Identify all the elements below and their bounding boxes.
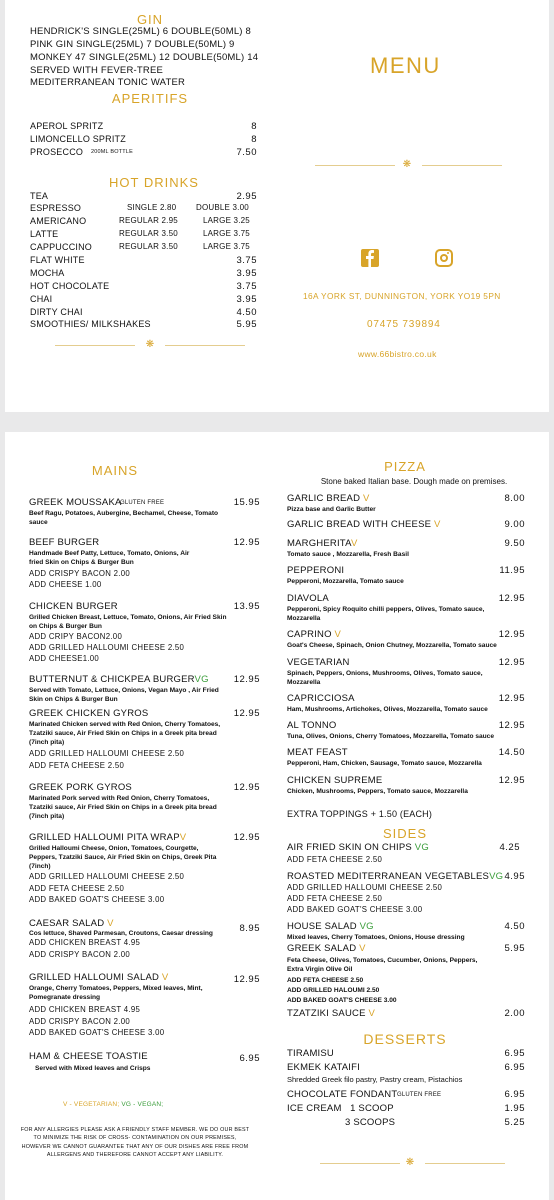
sun-ornament-icon: ❋	[402, 159, 412, 170]
main-item-name: GREEK PORK GYROS	[29, 782, 132, 793]
drink-price: 3.95	[236, 268, 257, 279]
drink-name: DIRTY CHAI	[30, 307, 83, 317]
pizza-item-price: 9.50	[504, 538, 525, 549]
footer-divider-right	[425, 1163, 505, 1164]
pizza-item-price: 11.95	[499, 565, 525, 576]
side-addon: ADD GRILLED HALOUMI 2.50	[287, 987, 380, 994]
vegetarian-tag: V	[368, 1008, 376, 1019]
drink-name: ESPRESSO	[30, 203, 82, 213]
pizza-item-name	[287, 494, 370, 504]
drink-name: CHAI	[30, 294, 53, 304]
pizza-item-price: 12.95	[498, 775, 525, 786]
pizza-item-name: AL TONNO	[287, 720, 337, 731]
main-addon: ADD FETA CHEESE 2.50	[29, 884, 125, 893]
drink-name: FLAT WHITE	[30, 255, 85, 265]
hot-drinks-heading: HOT DRINKS	[109, 175, 199, 190]
main-item-name-text: CAESAR SALAD	[29, 918, 105, 929]
extra-toppings: EXTRA TOPPINGS + 1.50 (EACH)	[287, 809, 433, 819]
vegan-tag: VG	[359, 921, 374, 932]
pizza-item-price: 14.50	[498, 747, 525, 758]
main-item-price: 12.95	[233, 782, 260, 793]
desserts-heading: DESSERTS	[363, 1031, 447, 1047]
side-addon: ADD GRILLED HALLOUMI CHEESE 2.50	[287, 883, 443, 892]
pizza-item-desc: Pepperoni, Mozzarella, Tomato sauce	[287, 578, 404, 585]
drink-regular: REGULAR 3.50	[119, 242, 178, 251]
drink-regular: REGULAR 3.50	[119, 229, 178, 238]
drink-price: 3.75	[236, 255, 257, 266]
dessert-name: ICE CREAM 1 SCOOP	[287, 1103, 394, 1114]
drink-name: SMOOTHIES/ MILKSHAKES	[30, 319, 151, 329]
main-addon: ADD BAKED GOAT'S CHEESE 3.00	[29, 895, 165, 904]
main-addon: ADD CRISPY BACON 2.00	[29, 950, 131, 959]
drink-name: HOT CHOCOLATE	[30, 281, 110, 291]
pizza-item-name	[287, 630, 341, 640]
dessert-name: TIRAMISU	[287, 1048, 334, 1059]
side-addon: ADD BAKED GOAT'S CHEESE 3.00	[287, 905, 423, 914]
pizza-item-price: 12.95	[498, 593, 525, 604]
main-item-name: GREEK CHICKEN GYROS	[29, 708, 149, 719]
vegan-tag: VG	[414, 842, 429, 853]
side-item-name	[287, 944, 366, 954]
pizza-item-price: 12.95	[498, 693, 525, 704]
vegetarian-tag: V	[434, 519, 441, 530]
allergy-notice: FOR ANY ALLERGIES PLEASE ASK A FRIENDLY STAFF MEMBER. WE DO OUR BEST TO MINIMIZE THE RISK OF CROSS- CONTAMINATION ON OUR PREMISES, HOWEVER WE CANNOT GUARANTEE THAT ANY OF OUR DISHES ARE FREE FROM ALLERGENS AND THEREFORE CANNOT ACCEPT ANY LIABILITY.	[20, 1127, 250, 1159]
vegetarian-tag: V	[179, 832, 187, 843]
pizza-item-desc: Tuna, Olives, Onions, Cherry Tomatoes, Mozzarella, Tomato sauce	[287, 733, 495, 740]
pizza-item-name	[287, 539, 357, 549]
main-item-desc: Grilled Halloumi Cheese, Onion, Tomatoes, Courgette, Peppers, Tzatziki Sauce, Air Fried Skin on Chips, Greek Pita (7inch)	[29, 845, 217, 871]
main-item-name-text: GRILLED HALLOUMI SALAD	[29, 972, 160, 983]
dessert-name: EKMEK KATAIFI	[287, 1062, 360, 1073]
cover-divider-right	[422, 165, 502, 166]
side-item-name-text: TZATZIKI SAUCE	[287, 1008, 366, 1019]
main-addon: ADD FETA CHEESE 2.50	[29, 761, 125, 770]
website-link[interactable]: www.66bistro.co.uk	[358, 349, 437, 359]
side-item-price: 4.95	[504, 871, 525, 882]
main-item-name	[29, 833, 186, 843]
legend-vegan: VG - VEGAN;	[121, 1101, 164, 1108]
main-item-price: 12.95	[233, 708, 260, 719]
vegetarian-tag: V	[350, 538, 358, 549]
main-item-price: 12.95	[233, 537, 260, 548]
main-addon: ADD CHEESE 1.00	[29, 580, 102, 589]
pizza-item-desc: Pepperoni, Spicy Roquito chilli peppers, Olives, Tomato sauce, Mozzarella	[287, 606, 485, 623]
dessert-price: 5.25	[504, 1117, 525, 1128]
main-item-price: 12.95	[233, 674, 260, 685]
drink-price: 2.95	[236, 191, 257, 202]
drink-name: MOCHA	[30, 268, 65, 278]
main-addon: ADD CHICKEN BREAST 4.95	[29, 1005, 141, 1014]
pizza-item-desc: Pepperoni, Ham, Chicken, Sausage, Tomato sauce, Mozzarella	[287, 760, 482, 767]
divider-left	[55, 345, 135, 346]
drink-large: DOUBLE 3.00	[196, 203, 249, 212]
vegetarian-tag: V	[359, 943, 366, 954]
main-item-name	[29, 919, 114, 929]
side-item-name-text: AIR FRIED SKIN ON CHIPS	[287, 842, 412, 853]
side-item-name-text: HOUSE SALAD	[287, 921, 357, 932]
pizza-item-desc: Goat's Cheese, Spinach, Onion Chutney, Mozzarella, Tomato sauce	[287, 642, 497, 649]
dessert-price: 1.95	[504, 1103, 525, 1114]
sun-ornament-icon: ❋	[145, 339, 155, 350]
main-item-desc: Beef Ragu, Potatoes, Aubergine, Bechamel, Cheese, Tomato sauce	[29, 510, 219, 527]
main-item-desc: Served with Tomato, Lettuce, Onions, Vegan Mayo , Air Fried Skin on Chips & Burger Bun	[29, 687, 219, 704]
cover-divider-left	[315, 165, 395, 166]
aperitif-size: 200ML BOTTLE	[91, 149, 133, 155]
menu-page-back	[5, 432, 549, 1200]
pizza-item-price: 12.95	[498, 657, 525, 668]
drink-price: 5.95	[236, 319, 257, 330]
main-addon: ADD CRISPY BACON 2.00	[29, 1017, 131, 1026]
vegetarian-tag: V	[334, 629, 342, 640]
gin-line-5: MEDITERRANEAN TONIC WATER	[30, 77, 186, 88]
main-item-price: 8.95	[239, 923, 260, 934]
main-item-name: BEEF BURGER	[29, 537, 100, 548]
drink-price: 4.50	[236, 307, 257, 318]
drink-large: LARGE 3.25	[203, 216, 250, 225]
gin-line-4: SERVED WITH FEVER-TREE	[30, 65, 164, 76]
pizza-item-name: DIAVOLA	[287, 593, 329, 604]
main-item-desc: Cos lettuce, Shaved Parmesan, Croutons, Caesar dressing	[29, 930, 213, 937]
drink-price: 3.95	[236, 294, 257, 305]
pizza-item-desc: Tomato sauce , Mozzarella, Fresh Basil	[287, 551, 409, 558]
aperitif-name: PROSECCO	[30, 147, 84, 157]
drink-large: LARGE 3.75	[203, 229, 250, 238]
main-addon: ADD CRIPY BACON2.00	[29, 632, 123, 641]
sun-ornament-icon: ❋	[405, 1157, 415, 1168]
pizza-item-name: CAPRICCIOSA	[287, 693, 355, 704]
side-item-price: 5.95	[504, 943, 525, 954]
aperitif-price: 7.50	[236, 147, 257, 158]
dessert-desc: Shredded Greek filo pastry, Pastry cream, Pistachios	[287, 1075, 463, 1084]
pizza-item-name	[287, 520, 441, 530]
main-addon: ADD GRILLED HALLOUMI CHEESE 2.50	[29, 643, 185, 652]
dessert-name: CHOCOLATE FONDANT	[287, 1089, 398, 1100]
pizza-item-price: 8.00	[504, 493, 525, 504]
side-item-name-text: GREEK SALAD	[287, 943, 357, 954]
main-item-desc: Marinated Chicken served with Red Onion, Cherry Tomatoes, Tzatziki sauce, Air Fried Skin on Chips in a Greek pita bread (7inch pita)	[29, 721, 221, 747]
dessert-name: 3 SCOOPS	[345, 1117, 396, 1128]
drink-name: AMERICANO	[30, 216, 87, 226]
pizza-item-price: 12.95	[498, 629, 525, 640]
main-item-name	[29, 675, 209, 685]
pizza-heading: PIZZA	[384, 459, 426, 474]
main-addon: ADD CHEESE1.00	[29, 654, 100, 663]
main-item-desc: Served with Mixed leaves and Crisps	[35, 1065, 151, 1072]
aperitifs-heading: APERITIFS	[111, 91, 189, 106]
gluten-free-tag: GLUTEN FREE	[397, 1092, 442, 1098]
pizza-item-name: CHICKEN SUPREME	[287, 775, 383, 786]
pizza-item-name: MEAT FEAST	[287, 747, 348, 758]
pizza-item-price: 9.00	[504, 519, 525, 530]
aperitif-name: APEROL SPRITZ	[30, 121, 104, 131]
pizza-item-name: PEPPERONI	[287, 565, 345, 576]
main-item-price: 6.95	[239, 1053, 260, 1064]
pizza-item-price: 12.95	[498, 720, 525, 731]
vegan-tag: VG	[194, 674, 209, 685]
main-item-price: 12.95	[233, 974, 260, 985]
instagram-icon[interactable]	[435, 249, 453, 267]
side-item-name-text: ROASTED MEDITERRANEAN VEGETABLES	[287, 871, 490, 882]
main-item-price: 13.95	[233, 601, 260, 612]
main-item-price: 15.95	[233, 497, 260, 508]
main-item-name	[29, 973, 168, 983]
pizza-item-name-text: GARLIC BREAD	[287, 493, 361, 504]
pizza-item-name-text: MARGHERITA	[287, 538, 351, 549]
pizza-item-desc: Spinach, Peppers, Onions, Mushrooms, Olives, Tomato sauce, Mozzarella	[287, 670, 483, 687]
side-addon: ADD FETA CHEESE 2.50	[287, 894, 383, 903]
dessert-price: 6.95	[504, 1062, 525, 1073]
facebook-icon[interactable]	[361, 249, 379, 267]
footer-divider-left	[320, 1163, 400, 1164]
side-item-desc: Mixed leaves, Cherry Tomatoes, Onions, House dressing	[287, 934, 465, 941]
gin-line-2: PINK GIN SINGLE(25ML) 7 DOUBLE(50ML) 9	[30, 39, 235, 50]
main-item-name-text: BUTTERNUT & CHICKPEA BURGER	[29, 674, 195, 685]
address: 16A YORK ST, DUNNINGTON, YORK YO19 5PN	[303, 291, 501, 301]
pizza-item-desc: Pizza base and Garlic Butter	[287, 506, 376, 513]
side-item-price: 2.00	[504, 1008, 525, 1019]
side-addon: ADD FETA CHEESE 2.50	[287, 977, 364, 984]
aperitif-price: 8	[251, 134, 257, 145]
divider-right	[165, 345, 245, 346]
sides-heading: SIDES	[382, 826, 427, 841]
pizza-subtitle: Stone baked Italian base. Dough made on premises.	[320, 477, 508, 486]
main-item-price: 12.95	[233, 832, 260, 843]
pizza-item-name: VEGETARIAN	[287, 657, 350, 668]
dessert-price: 6.95	[504, 1048, 525, 1059]
pizza-item-desc: Chicken, Mushrooms, Peppers, Tomato sauce, Mozzarella	[287, 788, 468, 795]
vegan-tag: VG	[489, 871, 504, 882]
diet-legend	[63, 1102, 163, 1109]
gin-heading: GIN	[136, 12, 164, 27]
dessert-price: 6.95	[504, 1089, 525, 1100]
main-item-desc: Orange, Cherry Tomatoes, Peppers, Mixed leaves, Mint, Pomegranate dressing	[29, 985, 203, 1002]
gin-line-3: MONKEY 47 SINGLE(25ML) 12 DOUBLE(50ML) 14	[30, 52, 259, 63]
side-item-price: 4.25	[499, 842, 520, 853]
menu-page-front	[5, 0, 549, 412]
drink-price: 3.75	[236, 281, 257, 292]
side-addon: ADD FETA CHEESE 2.50	[287, 855, 383, 864]
aperitif-name: LIMONCELLO SPRITZ	[30, 134, 126, 144]
drink-regular: SINGLE 2.80	[127, 203, 177, 212]
menu-title: MENU	[370, 53, 441, 78]
phone-number[interactable]: 07475 739894	[367, 319, 441, 330]
side-item-name	[287, 1009, 375, 1019]
main-item-desc: Marinated Pork served with Red Onion, Cherry Tomatoes, Tzatziki sauce, Air Fried Skin on Chips in a Greek pita bread (7inch pita)	[29, 795, 217, 821]
main-addon: ADD CHICKEN BREAST 4.95	[29, 938, 141, 947]
drink-large: LARGE 3.75	[203, 242, 250, 251]
main-addon: ADD GRILLED HALLOUMI CHEESE 2.50	[29, 749, 185, 758]
gin-line-1: HENDRICK'S SINGLE(25ML) 6 DOUBLE(50ML) 8	[30, 26, 251, 37]
pizza-item-name-text: GARLIC BREAD WITH CHEESE	[287, 519, 432, 530]
main-item-name: HAM & CHEESE TOASTIE	[29, 1051, 148, 1062]
drink-name: LATTE	[30, 229, 59, 239]
main-item-name: GREEK MOUSSAKA	[29, 497, 122, 508]
side-item-name	[287, 872, 503, 882]
legend-vegetarian: V - VEGETARIAN;	[63, 1101, 120, 1108]
vegetarian-tag: V	[107, 918, 114, 929]
main-addon: ADD BAKED GOAT'S CHEESE 3.00	[29, 1028, 165, 1037]
main-addon: ADD GRILLED HALLOUMI CHEESE 2.50	[29, 872, 185, 881]
main-addon: ADD CRISPY BACON 2.00	[29, 569, 131, 578]
side-item-name	[287, 922, 374, 932]
vegetarian-tag: V	[362, 493, 370, 504]
vegetarian-tag: V	[161, 972, 169, 983]
gluten-free-tag: GLUTEN FREE	[120, 500, 165, 506]
side-addon: ADD BAKED GOAT'S CHEESE 3.00	[287, 997, 397, 1004]
pizza-item-name-text: CAPRINO	[287, 629, 332, 640]
side-item-name	[287, 843, 429, 853]
aperitif-price: 8	[251, 121, 257, 132]
main-item-desc: Grilled Chicken Breast, Lettuce, Tomato, Onions, Air Fried Skin on Chips & Burger Bun	[29, 614, 227, 631]
side-item-price: 4.50	[504, 921, 525, 932]
mains-heading: MAINS	[91, 463, 139, 478]
side-item-desc: Feta Cheese, Olives, Tomatoes, Cucumber, Onions, Peppers, Extra Virgin Olive Oil	[287, 957, 478, 974]
drink-name: TEA	[30, 191, 49, 201]
drink-regular: REGULAR 2.95	[119, 216, 178, 225]
main-item-name-text: GRILLED HALLOUMI PITA WRAP	[29, 832, 180, 843]
main-item-desc: Handmade Beef Patty, Lettuce, Tomato, Onions, Air fried Skin on Chips & Burger Bun	[29, 550, 190, 567]
main-item-name: CHICKEN BURGER	[29, 601, 118, 612]
drink-name: CAPPUCCINO	[30, 242, 93, 252]
pizza-item-desc: Ham, Mushrooms, Artichokes, Olives, Mozzarella, Tomato sauce	[287, 706, 488, 713]
